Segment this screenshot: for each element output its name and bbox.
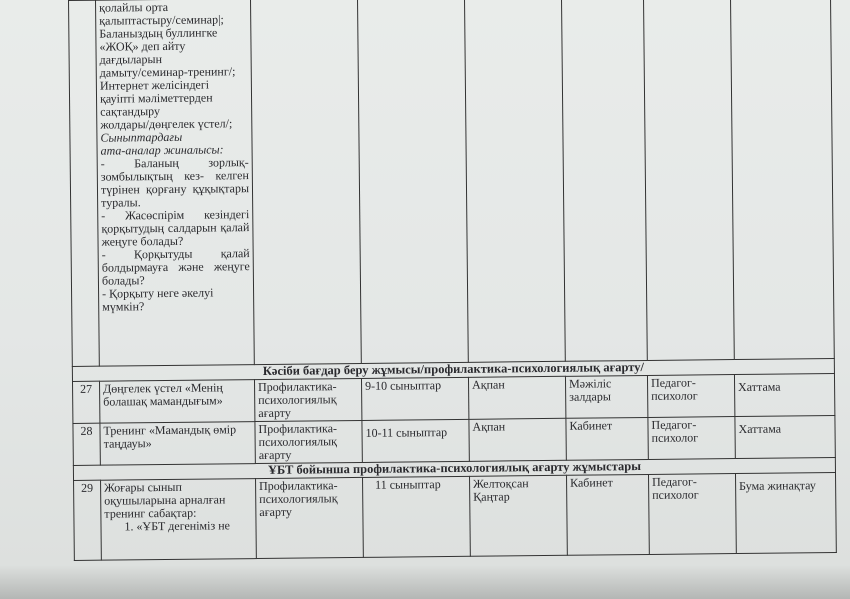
date: Ақпан xyxy=(469,418,566,461)
text-line: жолдары/дөңгелек үстел/; xyxy=(100,116,233,132)
plan-table xyxy=(68,0,837,561)
empty-cell xyxy=(643,0,734,360)
responsible: Педагог-психолог xyxy=(647,375,734,418)
result: Хаттама xyxy=(735,415,835,458)
bullet-item: - Баланың зорлық-зомбылықтың кез- келген түрінен қорғану құқықтары туралы. xyxy=(100,155,250,210)
text-line: Баланыздың буллингке xyxy=(99,25,218,41)
event-type: Профилактика-психологиялық ағарту xyxy=(255,420,362,463)
empty-cell xyxy=(730,0,834,360)
bullet-item: - Қорқыту неге әкелуі мүмкін? xyxy=(102,285,214,314)
empty-cell xyxy=(464,0,565,362)
text-line: қалыптастыру/семинар|; xyxy=(99,12,224,28)
row-number: 27 xyxy=(72,381,99,423)
text-line: қолайлы орта xyxy=(99,0,169,15)
text-line: дағдыларын xyxy=(99,52,163,67)
place: Мәжіліс залдары xyxy=(565,375,647,418)
section-title: ҰБТ бойынша профилактика-психологиялық ағарту жұмыстары xyxy=(73,457,835,480)
italic-heading: Сыныптардағы xyxy=(100,129,183,145)
event-title: Дөңгелек үстел «Менің болашақ мамандығым» xyxy=(99,380,254,424)
row-number-cell xyxy=(69,0,100,366)
table-row xyxy=(69,0,835,366)
page-shadow xyxy=(0,565,850,599)
italic-heading: ата-аналар жиналысы: xyxy=(100,142,224,158)
text-line: «ЖОҚ» деп айту xyxy=(99,38,186,54)
row-number: 29 xyxy=(74,480,102,560)
event-subitem: 1. «ҰБТ дегеніміз не xyxy=(124,518,231,534)
bullet-item: - Жасөспірім кезіндегі қорқытудың салдарын қалай жеңуге болады? xyxy=(101,207,250,249)
responsible: Педагог-психолог xyxy=(649,474,737,555)
section-title: Кәсіби бағдар беру жұмысы/профилактика-психологиялық ағарту/ xyxy=(72,358,834,381)
audience: 11 сыныптар xyxy=(363,476,471,557)
date: Ақпан xyxy=(468,376,565,419)
result: Хаттама xyxy=(734,373,834,416)
empty-cell xyxy=(357,0,468,363)
event-type: Профилактика-психологиялық ағарту xyxy=(256,477,364,558)
text-line: қауіпті мәліметтерден xyxy=(99,90,213,106)
place: Кабинет xyxy=(566,417,648,460)
date: Желтоқсан Қаңтар xyxy=(470,475,568,556)
event-title: Тренинг «Мамандық өмір таңдауы» xyxy=(100,422,255,466)
place: Кабинет xyxy=(567,474,650,555)
event-type: Профилактика-психологиялық ағарту xyxy=(254,378,361,421)
audience: 10-11 сыныптар xyxy=(362,419,469,462)
text-line: сақтандыру xyxy=(100,104,161,119)
result: Бума жинақтау xyxy=(735,472,836,553)
event-description-cell xyxy=(96,0,255,366)
bullet-item: - Қорқытуды қалай болдырмауға және жеңуге болады? xyxy=(101,246,250,288)
text-line: Интернет желісіндегі xyxy=(99,77,210,93)
event-title: Жоғары сынып оқушыларына арналған тренинг сабақтар: xyxy=(104,479,226,521)
empty-cell xyxy=(250,0,361,365)
audience: 9-10 сыныптар xyxy=(361,377,468,420)
responsible: Педагог-психолог xyxy=(648,417,735,460)
table-row xyxy=(74,472,837,560)
row-number: 28 xyxy=(73,423,100,465)
event-title-cell xyxy=(101,479,257,561)
text-line: дамыту/семинар-тренинг/; xyxy=(99,64,236,80)
empty-cell xyxy=(561,0,647,361)
